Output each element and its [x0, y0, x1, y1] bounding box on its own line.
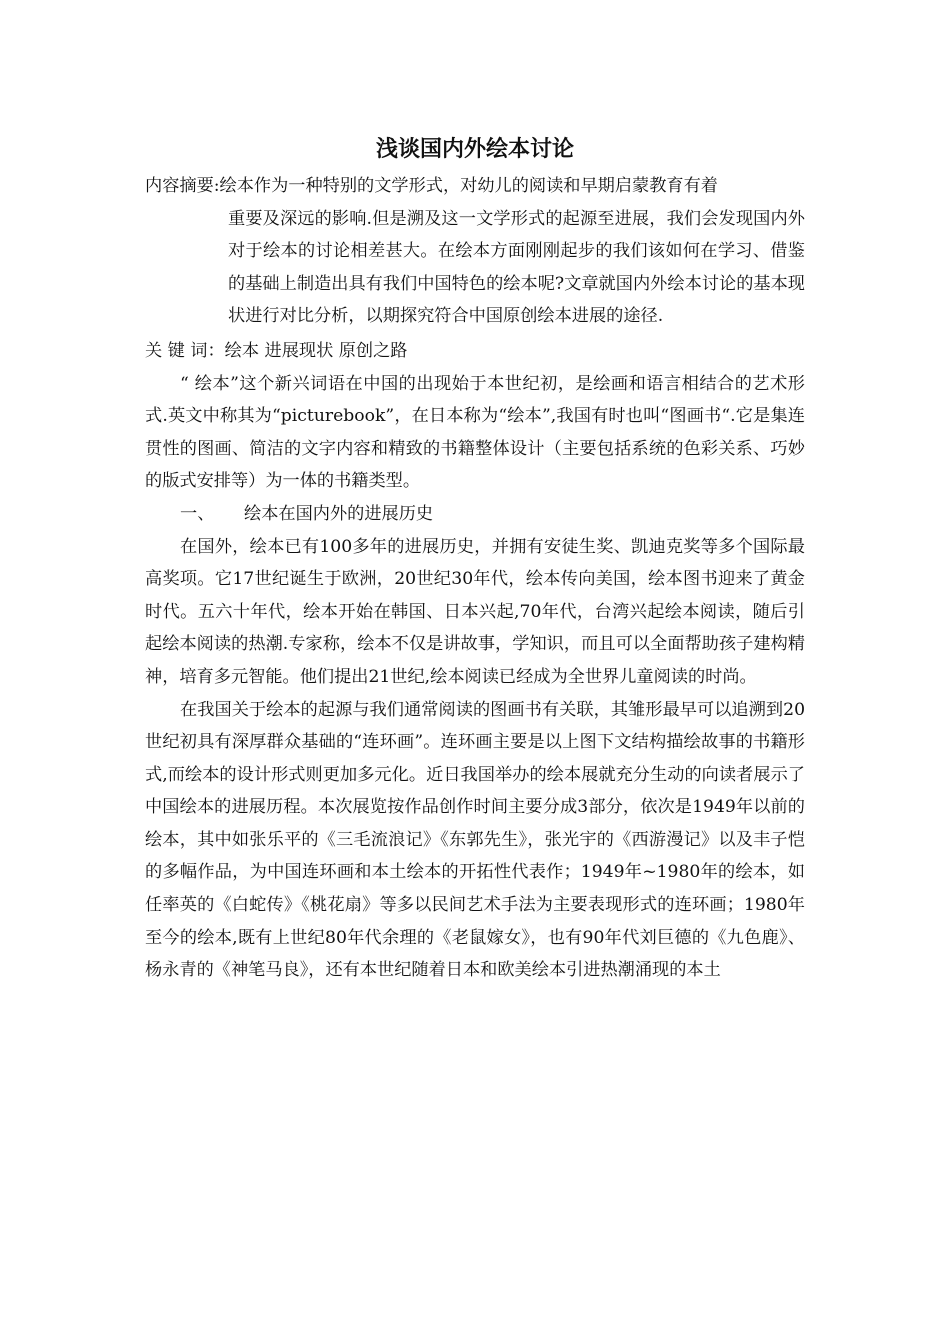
- abstract-body: 重要及深远的影响.但是溯及这一文学形式的起源至进展，我们会发现国内外对于绘本的讨论相差甚大。在绘本方面刚刚起步的我们该如何在学习、借鉴的基础上制造出具有我们中国特色的绘本呢?文章就国内外绘本讨论的基本现状进行对比分析，以期探究符合中国原创绘本进展的途径.: [228, 208, 805, 327]
- section-number: 一、: [180, 503, 215, 524]
- abstract: [145, 170, 805, 333]
- paragraph-abroad: 在国外，绘本已有100多年的进展历史，并拥有安徒生奖、凯迪克奖等多个国际最高奖项。它17世纪诞生于欧洲，20世纪30年代，绘本传向美国，绘本图书迎来了黄金时代。五六十年代，绘本开始在韩国、日本兴起,70年代，台湾兴起绘本阅读，随后引起绘本阅读的热潮.专家称，绘本不仅是讲故事，学知识，而且可以全面帮助孩子建构精神，培育多元智能。他们提出21世纪,绘本阅读已经成为全世界儿童阅读的时尚。: [145, 536, 805, 687]
- abstract-label: 内容摘要:: [145, 176, 220, 196]
- paragraph-china: 在我国关于绘本的起源与我们通常阅读的图画书有关联，其雏形最早可以追溯到20世纪初具有深厚群众基础的“连环画”。连环画主要是以上图下文结构描绘故事的书籍形式,而绘本的设计形式则更加多元化。近日我国举办的绘本展就充分生动的向读者展示了中国绘本的进展历程。本次展览按作品创作时间主要分成3部分，依次是1949年以前的绘本，其中如张乐平的《三毛流浪记》《东郭先生》，张光宇的《西游漫记》以及丰子恺的多幅作品，为中国连环画和本土绘本的开拓性代表作；1949年~1980年的绘本，如任率英的《白蛇传》《桃花扇》等多以民间艺术手法为主要表现形式的连环画；1980年至今的绘本,既有上世纪80年代余理的《老鼠嫁女》，也有90年代刘巨德的《九色鹿》、杨永青的《神笔马良》，还有本世纪随着日本和欧美绘本引进热潮涌现的本土: [145, 699, 805, 981]
- abstract-first-line: 绘本作为一种特别的文学形式，对幼儿的阅读和早期启蒙教育有着: [219, 176, 718, 196]
- keywords: 关 键 词：绘本 进展现状 原创之路: [145, 340, 408, 361]
- section-title: 绘本在国内外的进展历史: [244, 503, 434, 524]
- document-title: 浅谈国内外绘本讨论: [375, 136, 574, 162]
- paragraph-intro: “ 绘本”这个新兴词语在中国的出现始于本世纪初，是绘画和语言相结合的艺术形式.英文中称其为“picturebook”，在日本称为“绘本”,我国有时也叫“图画书“.它是集连贯性的图画、简洁的文字内容和精致的书籍整体设计（主要包括系统的色彩关系、巧妙的版式安排等）为一体的书籍类型。: [145, 373, 805, 492]
- section-heading: [145, 498, 840, 531]
